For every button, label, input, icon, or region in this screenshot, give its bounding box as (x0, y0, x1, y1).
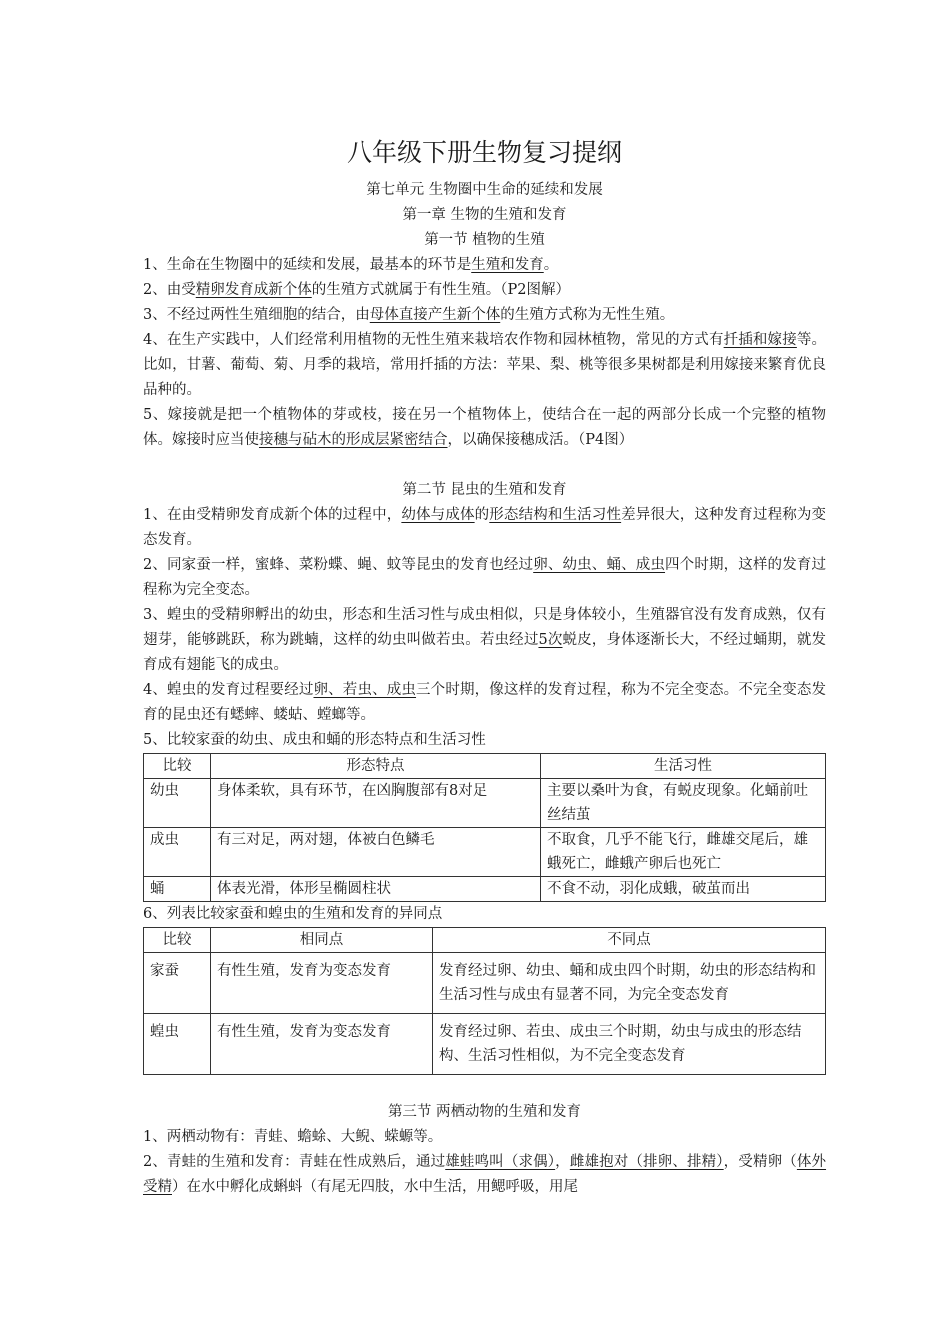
silkworm-locust-comparison-table (143, 927, 826, 1075)
table-row (144, 1014, 826, 1075)
table-header-cell: 生活习性 (541, 754, 826, 779)
s1-item-3: 3、不经过两性生殖细胞的结合，由母体直接产生新个体的生殖方式称为无性生殖。 (143, 307, 675, 323)
table-cell: 成虫 (144, 828, 211, 877)
spacer (143, 1075, 826, 1100)
s2-item-1: 1、在由受精卵发育成新个体的过程中，幼体与成体的形态结构和生活习性差异很大，这种发育过程称为变态发育。 (143, 507, 827, 548)
table-row (144, 828, 826, 877)
spacer (143, 453, 826, 478)
table-row (144, 953, 826, 1014)
table-cell: 发育经过卵、幼虫、蛹和成虫四个时期，幼虫的形态结构和生活习性与成虫有显著不同，为完全变态发育 (433, 953, 826, 1014)
silkworm-stage-table (143, 753, 826, 902)
s2-item-6: 6、列表比较家蚕和蝗虫的生殖和发育的异同点 (143, 906, 443, 922)
s3-item-1: 1、两栖动物有：青蛙、蟾蜍、大鲵、蝾螈等。 (143, 1129, 443, 1145)
s1-item-2: 2、由受精卵发育成新个体的生殖方式就属于有性生殖。（P2图解） (143, 282, 570, 298)
chapter-heading: 第一章 生物的生殖和发育 (402, 207, 567, 223)
section-3-heading: 第三节 两栖动物的生殖和发育 (387, 1104, 582, 1120)
table-cell: 体表光滑，体形呈椭圆柱状 (211, 877, 541, 902)
s2-item-5: 5、比较家蚕的幼虫、成虫和蛹的形态特点和生活习性 (143, 732, 486, 748)
table-cell: 不取食，几乎不能飞行，雌雄交尾后，雄蛾死亡，雌蛾产卵后也死亡 (541, 828, 826, 877)
table-header-cell: 比较 (144, 754, 211, 779)
s2-item-2: 2、同家蚕一样，蜜蜂、菜粉蝶、蝇、蚊等昆虫的发育也经过卵、幼虫、蛹、成虫四个时期，这样的发育过程称为完全变态。 (143, 557, 827, 598)
table-cell: 家蚕 (144, 953, 211, 1014)
section-2-heading: 第二节 昆虫的生殖和发育 (402, 482, 567, 498)
s1-item-1: 1、生命在生物圈中的延续和发展，最基本的环节是生殖和发育。 (143, 257, 559, 273)
table-header-cell: 比较 (144, 928, 211, 953)
table-cell: 有性生殖，发育为变态发育 (211, 953, 433, 1014)
table-header-row (144, 928, 826, 953)
table-cell: 身体柔软，具有环节，在凶胸腹部有8对足 (211, 779, 541, 828)
table-header-cell: 不同点 (433, 928, 826, 953)
document-title: 八年级下册生物复习提纲 (346, 138, 622, 167)
unit-heading: 第七单元 生物圈中生命的延续和发展 (366, 182, 603, 198)
table-cell: 有性生殖，发育为变态发育 (211, 1014, 433, 1075)
table-cell: 不食不动，羽化成蛾，破茧而出 (541, 877, 826, 902)
s2-item-4: 4、蝗虫的发育过程要经过卵、若虫、成虫三个时期，像这样的发育过程，称为不完全变态。不完全变态发育的昆虫还有蟋蟀、蝼蛄、螳螂等。 (143, 682, 827, 723)
table-cell: 有三对足，两对翅，体被白色鳞毛 (211, 828, 541, 877)
table-row (144, 877, 826, 902)
s2-item-3: 3、蝗虫的受精卵孵出的幼虫，形态和生活习性与成虫相似，只是身体较小，生殖器官没有发育成熟，仅有翅芽，能够跳跃，称为跳蝻，这样的幼虫叫做若虫。若虫经过5次蜕皮，身体逐渐长大，不经过蛹期，就发育成有翅能飞的成虫。 (143, 607, 826, 673)
table-header-row (144, 754, 826, 779)
s3-item-2: 2、青蛙的生殖和发育：青蛙在性成熟后，通过雄蛙鸣叫（求偶），雌雄抱对（排卵、排精），受精卵（体外受精）在水中孵化成蝌蚪（有尾无四肢，水中生活，用鳃呼吸，用尾 (143, 1154, 827, 1195)
s1-item-5: 5、嫁接就是把一个植物体的芽或枝，接在另一个植物体上，使结合在一起的两部分长成一个完整的植物体。嫁接时应当使接穗与砧木的形成层紧密结合，以确保接穗成活。（P4图） (143, 407, 826, 448)
table-header-cell: 形态特点 (211, 754, 541, 779)
table-row (144, 779, 826, 828)
document-page (143, 130, 826, 1200)
table-cell: 主要以桑叶为食，有蜕皮现象。化蛹前吐丝结茧 (541, 779, 826, 828)
s1-item-4: 4、在生产实践中，人们经常利用植物的无性生殖来栽培农作物和园林植物，常见的方式有扦插和嫁接等。比如，甘薯、葡萄、菊、月季的栽培，常用扦插的方法：苹果、梨、桃等很多果树都是利用嫁接来繁育优良品种的。 (143, 332, 827, 398)
table-cell: 蝗虫 (144, 1014, 211, 1075)
section-1-heading: 第一节 植物的生殖 (424, 232, 545, 248)
table-cell: 幼虫 (144, 779, 211, 828)
table-cell: 发育经过卵、若虫、成虫三个时期，幼虫与成虫的形态结构、生活习性相似，为不完全变态发育 (433, 1014, 826, 1075)
table-cell: 蛹 (144, 877, 211, 902)
table-header-cell: 相同点 (211, 928, 433, 953)
